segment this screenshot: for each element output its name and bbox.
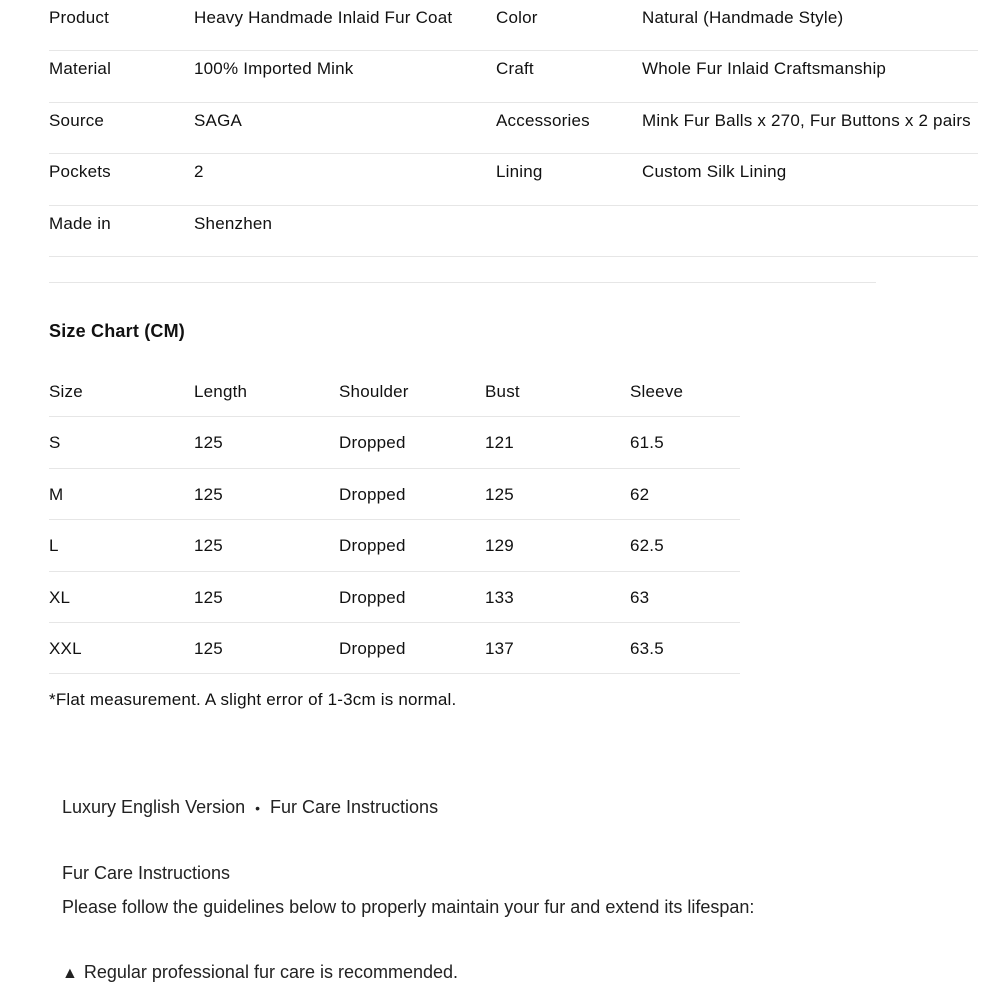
table-cell: 63 (630, 587, 650, 607)
table-cell: 133 (485, 587, 514, 607)
separator-dot: • (255, 800, 261, 816)
spec-label: Accessories (496, 110, 590, 130)
spec-row (49, 206, 978, 257)
care-item-text: Regular professional fur care is recommended. (83, 962, 459, 982)
table-cell: 62.5 (630, 536, 664, 556)
table-cell: M (49, 484, 64, 504)
column-header: Length (194, 382, 248, 401)
column-header: Shoulder (339, 382, 409, 401)
table-cell: 63.5 (630, 638, 664, 658)
spec-row (49, 154, 978, 205)
size-chart-header-row (49, 366, 740, 417)
table-row (49, 417, 740, 468)
table-cell: 125 (194, 638, 223, 658)
table-cell: S (49, 433, 61, 453)
product-spec-table (49, 0, 978, 257)
spec-value: Whole Fur Inlaid Craftsmanship (642, 59, 887, 79)
table-row (49, 469, 740, 520)
column-header: Size (49, 382, 83, 401)
table-cell: Dropped (339, 587, 406, 607)
table-cell: Dropped (339, 536, 406, 556)
care-title: Fur Care Instructions (62, 863, 231, 883)
spec-label: Source (49, 110, 105, 130)
column-header: Bust (485, 382, 520, 401)
spec-value: Shenzhen (194, 213, 273, 233)
spec-label: Product (49, 8, 109, 27)
triangle-bullet-icon: ▲ (62, 965, 78, 982)
table-cell: 125 (194, 433, 223, 453)
spec-row (49, 0, 978, 51)
spec-label: Craft (496, 59, 534, 79)
spec-value: Heavy Handmade Inlaid Fur Coat (194, 8, 453, 27)
column-header: Sleeve (630, 382, 684, 401)
spec-value: SAGA (194, 110, 243, 130)
table-cell: 129 (485, 536, 514, 556)
spec-value: Natural (Handmade Style) (642, 8, 844, 27)
care-header-right: Fur Care Instructions (270, 797, 439, 817)
table-row (49, 520, 740, 571)
spec-value: Mink Fur Balls x 270, Fur Buttons x 2 pairs (642, 110, 971, 130)
spec-row (49, 103, 978, 154)
size-chart-table (49, 366, 740, 674)
spec-label: Material (49, 59, 112, 79)
table-cell: L (49, 536, 59, 556)
table-cell: 125 (194, 484, 223, 504)
table-row (49, 572, 740, 623)
spec-label: Color (496, 8, 538, 27)
size-chart-title: Size Chart (CM) (49, 321, 186, 341)
spec-label: Made in (49, 213, 111, 233)
table-cell: XL (49, 587, 71, 607)
measurement-note: *Flat measurement. A slight error of 1-3cm is normal. (49, 690, 457, 709)
table-cell: 121 (485, 433, 514, 453)
table-cell: 125 (194, 536, 223, 556)
spec-value: 100% Imported Mink (194, 59, 354, 79)
table-cell: 62 (630, 484, 650, 504)
spec-row (49, 51, 978, 102)
table-cell: 125 (194, 587, 223, 607)
spec-value: Custom Silk Lining (642, 162, 787, 182)
table-cell: 125 (485, 484, 514, 504)
care-intro: Please follow the guidelines below to properly maintain your fur and extend its lifespan: (62, 897, 755, 917)
table-cell: Dropped (339, 433, 406, 453)
table-cell: 137 (485, 638, 514, 658)
spec-label: Pockets (49, 162, 111, 182)
table-row (49, 623, 740, 674)
table-cell: 61.5 (630, 433, 664, 453)
section-divider (49, 282, 876, 283)
table-cell: Dropped (339, 484, 406, 504)
table-cell: Dropped (339, 638, 406, 658)
spec-value: 2 (194, 162, 204, 182)
care-header-left: Luxury English Version (62, 797, 246, 817)
table-cell: XXL (49, 638, 82, 658)
care-section-header (62, 797, 438, 818)
spec-label: Lining (496, 162, 543, 182)
